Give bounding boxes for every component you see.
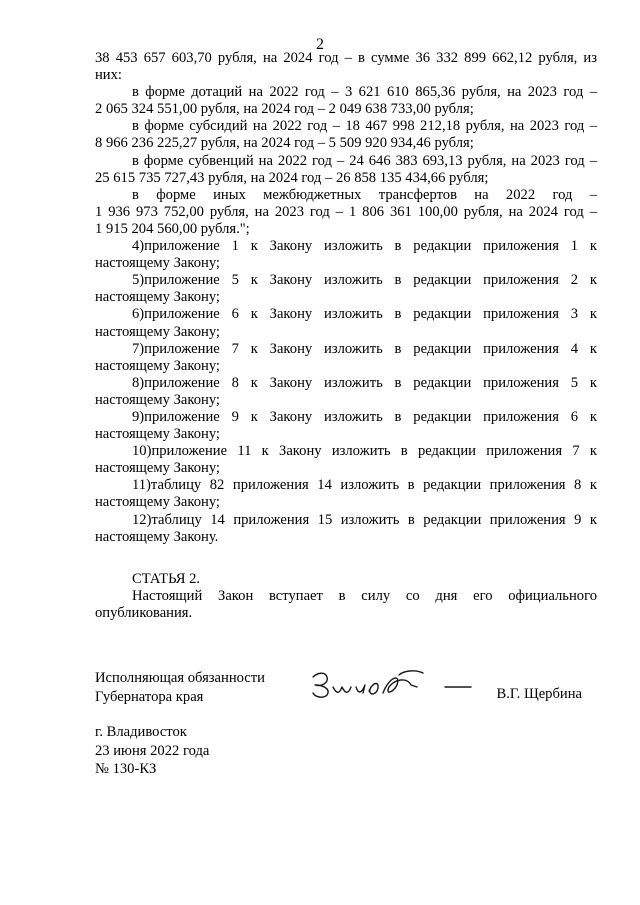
signatory-position-line-2: Губернатора края bbox=[95, 689, 204, 705]
text-line: 10)приложение 11 к Закону изложить в редакции приложения 7 к bbox=[132, 443, 597, 460]
text-line: них: bbox=[95, 67, 122, 84]
date: 23 июня 2022 года bbox=[95, 742, 210, 759]
signature-block bbox=[95, 669, 597, 709]
signatory-position-line-1: Исполняющая обязанности bbox=[95, 670, 265, 686]
text-line: 11)таблицу 82 приложения 14 изложить в редакции приложения 8 к bbox=[132, 477, 597, 494]
text-line: настоящему Закону; bbox=[95, 426, 220, 443]
text-line: настоящему Закону. bbox=[95, 528, 219, 545]
article-2 bbox=[95, 571, 597, 622]
article-title: СТАТЬЯ 2. bbox=[132, 571, 201, 587]
page-number: 2 bbox=[316, 36, 324, 53]
article-body bbox=[95, 588, 597, 622]
signatory-name: В.Г. Щербина bbox=[496, 686, 582, 702]
text-line: 25 615 735 727,43 рубля, на 2024 год – 26 858 135 434,66 рубля; bbox=[95, 169, 489, 186]
text-line: настоящему Закону; bbox=[95, 494, 220, 511]
law-number: № 130-КЗ bbox=[95, 761, 157, 777]
text-line: в форме субсидий на 2022 год – 18 467 998 212,18 рубля, на 2023 год – bbox=[132, 118, 597, 135]
text-line: 8)приложение 8 к Закону изложить в редакции приложения 5 к bbox=[132, 374, 597, 391]
text-line: 38 453 657 603,70 рубля, на 2024 год – в сумме 36 332 899 662,12 рубля, из bbox=[95, 50, 597, 66]
text-line: в форме дотаций на 2022 год – 3 621 610 865,36 рубля, на 2023 год – bbox=[132, 84, 597, 101]
text-line: настоящему Закону; bbox=[95, 460, 220, 477]
text-line: Настоящий Закон вступает в силу со дня его официального bbox=[132, 588, 597, 605]
text-line: 12)таблицу 14 приложения 15 изложить в редакции приложения 9 к bbox=[132, 511, 597, 528]
text-line: 2 065 324 551,00 рубля, на 2024 год – 2 049 638 733,00 рубля; bbox=[95, 101, 474, 118]
text-line: настоящему Закону; bbox=[95, 255, 220, 272]
text-line: настоящему Закону; bbox=[95, 289, 220, 306]
text-line: опубликования. bbox=[95, 605, 193, 622]
text-line: настоящему Закону; bbox=[95, 391, 220, 408]
text-line: в форме иных межбюджетных трансфертов на 2022 год – bbox=[132, 186, 597, 203]
handwritten-signature bbox=[303, 663, 473, 703]
text-line: 5)приложение 5 к Закону изложить в редакции приложения 2 к bbox=[132, 272, 597, 289]
text-line: настоящему Закону; bbox=[95, 323, 220, 340]
city: г. Владивосток bbox=[95, 724, 187, 740]
text-line: 8 966 236 225,27 рубля, на 2024 год – 5 509 920 934,46 рубля; bbox=[95, 135, 474, 152]
text-line: 4)приложение 1 к Закону изложить в редакции приложения 1 к bbox=[132, 238, 597, 255]
text-line: 1 915 204 560,00 рубля."; bbox=[95, 220, 250, 237]
text-line: 6)приложение 6 к Закону изложить в редакции приложения 3 к bbox=[132, 306, 597, 323]
text-line: 1 936 973 752,00 рубля, на 2023 год – 1 806 361 100,00 рубля, на 2024 год – bbox=[95, 203, 597, 220]
place-date-number-block bbox=[95, 723, 209, 779]
text-line: 9)приложение 9 к Закону изложить в редакции приложения 6 к bbox=[132, 408, 597, 425]
signatory-position bbox=[95, 669, 265, 707]
text-line: настоящему Закону; bbox=[95, 357, 220, 374]
law-amendment-text bbox=[95, 50, 597, 546]
text-line: в форме субвенций на 2022 год – 24 646 383 693,13 рубля, на 2023 год – bbox=[132, 152, 597, 169]
text-line: 7)приложение 7 к Закону изложить в редакции приложения 4 к bbox=[132, 340, 597, 357]
